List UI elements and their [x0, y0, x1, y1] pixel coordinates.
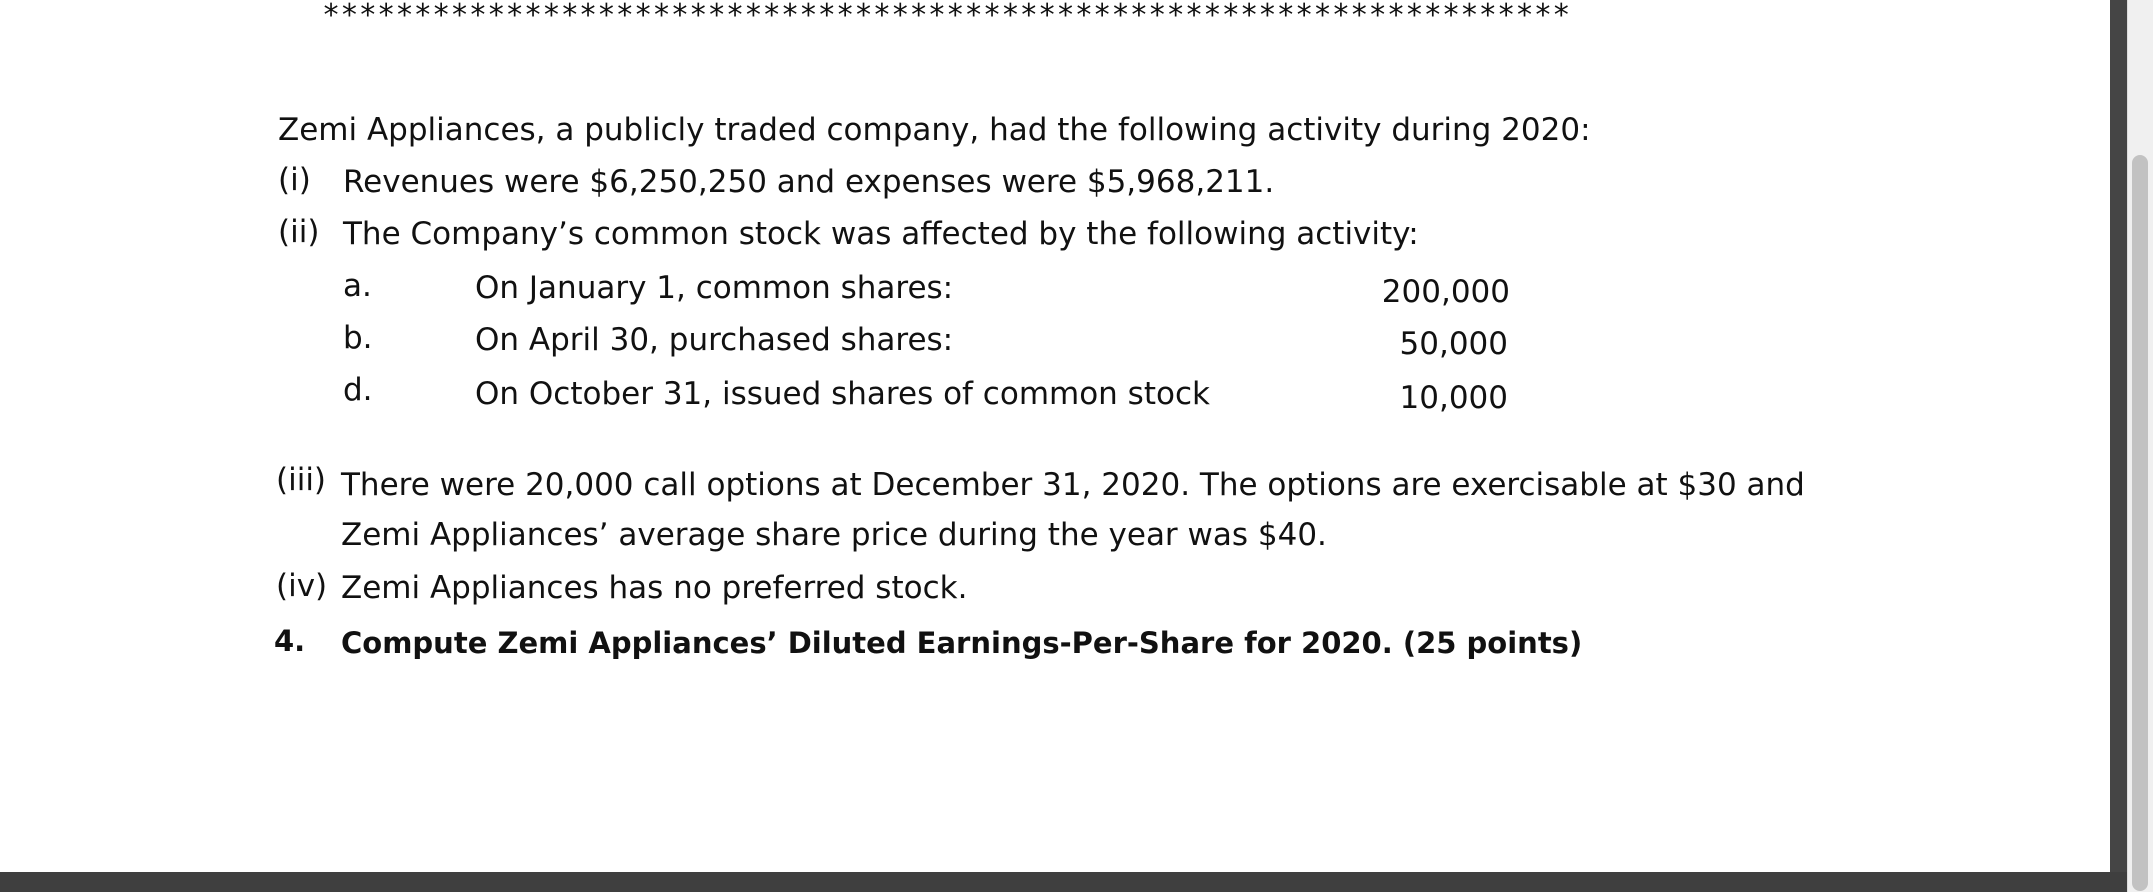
vertical-scrollbar-thumb[interactable] — [2132, 155, 2148, 891]
activity-letter: b. — [343, 320, 373, 356]
item-marker-i: (i) — [278, 162, 311, 198]
item-marker-iv: (iv) — [276, 568, 328, 604]
question-text: Compute Zemi Appliances’ Diluted Earnings-Per-Share for 2020. (25 points) — [341, 626, 1583, 660]
item-marker-ii: (ii) — [278, 214, 320, 250]
question-number: 4. — [274, 624, 306, 658]
activity-description: On April 30, purchased shares: — [475, 322, 954, 358]
item-text-iii-line2: Zemi Appliances’ average share price during the year was $40. — [341, 517, 1327, 553]
activity-letter: a. — [343, 268, 372, 304]
intro-paragraph: Zemi Appliances, a publicly traded company, had the following activity during 2020: — [278, 112, 1591, 148]
activity-description: On October 31, issued shares of common stock — [475, 376, 1210, 412]
item-text-ii: The Company’s common stock was affected by the following activity: — [343, 216, 1419, 252]
activity-description: On January 1, common shares: — [475, 270, 954, 306]
activity-amount: 200,000 — [1381, 274, 1510, 310]
item-text-iii-line1: There were 20,000 call options at December 31, 2020. The options are exercisable at $30 and — [341, 467, 1805, 503]
item-marker-iii: (iii) — [276, 462, 327, 498]
activity-amount: 10,000 — [1399, 380, 1508, 416]
activity-letter: d. — [343, 372, 373, 408]
separator-line: ******************************************************************** — [322, 0, 1571, 33]
item-text-iv: Zemi Appliances has no preferred stock. — [341, 570, 968, 606]
window-frame-bottom — [0, 872, 2127, 892]
window-frame-right — [2110, 0, 2127, 892]
activity-amount: 50,000 — [1399, 326, 1508, 362]
item-text-i: Revenues were $6,250,250 and expenses were $5,968,211. — [343, 164, 1275, 200]
